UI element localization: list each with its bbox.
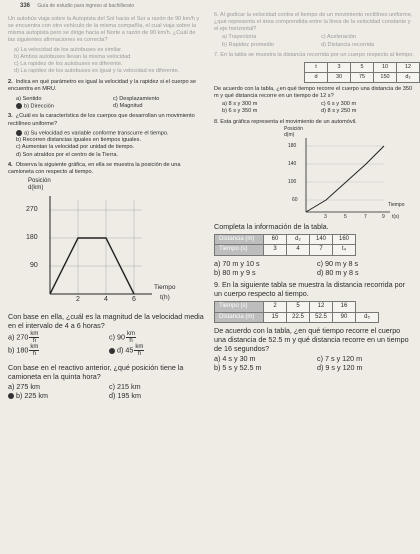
table-7 <box>304 62 420 83</box>
question-9: 9. En la siguiente tabla se muestra la distancia recorrida por un cuerpo respecto al tiempo. <box>214 280 405 299</box>
q9-option-a[interactable]: a) 4 s y 30 m <box>214 354 256 364</box>
graph-title: Posición <box>28 178 51 185</box>
graph-x-unit: t(h) <box>160 294 170 302</box>
q5-option-d[interactable]: d) 195 km <box>109 391 141 401</box>
question-7-text: De acuerdo con la tabla, ¿en qué tiempo recorre el cuerpo una distancia de 350 m y qué distancia recorre en un tiempo de 12 s? <box>214 86 413 100</box>
x-tick-2: 2 <box>76 296 80 304</box>
q4-option-b[interactable]: b) 180 $\frac{km}{h}$ <box>8 344 39 358</box>
q7-option-b[interactable]: b) 6 s y 350 m <box>222 108 258 115</box>
table-row: d 30 75 150 d₂ <box>305 72 420 82</box>
q3-option-c[interactable]: c) Aumentan la velocidad por unidad de tiempo. <box>16 144 135 151</box>
q2-option-b[interactable]: b) Dirección <box>16 103 107 111</box>
y-tick-180: 180 <box>26 234 38 242</box>
position-graph <box>22 178 204 308</box>
table-row: t 3 5 10 12 <box>305 62 420 72</box>
question-8: 8. Esta gráfica representa el movimiento de un automóvil. <box>214 118 357 125</box>
question-5: Con base en el reactivo anterior, ¿qué posición tiene la camioneta en la quinta hora? <box>8 363 184 382</box>
q1-option-c[interactable]: c) La rapidez de los autobuses es diferente. <box>14 60 123 67</box>
table-row: Distancia (m) 60 d₂ 140 160 <box>215 234 356 245</box>
q7-option-d[interactable]: d) 8 s y 250 m <box>321 108 357 115</box>
q2-option-d[interactable]: d) Magnitud <box>113 102 143 109</box>
table-row: Tiempo (s) 3 4 7 t₄ <box>215 245 356 256</box>
q5-option-a[interactable]: a) 275 km <box>8 382 40 392</box>
selected-mark-icon <box>16 103 22 109</box>
x8-tick-7: 7 <box>364 213 367 220</box>
q8-option-d[interactable]: d) 80 m y 8 s <box>317 268 359 278</box>
q1-option-d[interactable]: d) La rapidez de los autobuses es igual y la velocidad es diferente. <box>14 68 180 75</box>
selected-mark-icon <box>16 130 22 136</box>
y8-tick-140: 140 <box>288 160 297 167</box>
question-5-options <box>8 382 204 400</box>
question-6: 6. Al graficar la velocidad contra el tiempo de un movimiento rectilíneo uniforme, ¿qué representa el área comprendida entre la línea de la velocidad constante y el eje horizontal? <box>214 12 413 33</box>
y8-tick-180: 180 <box>288 142 297 149</box>
q2-option-c[interactable]: c) Desplazamiento <box>113 95 160 102</box>
table-9 <box>214 301 379 323</box>
q7-option-c[interactable]: c) 6 s y 300 m <box>321 101 357 108</box>
q5-option-c[interactable]: c) 215 km <box>109 382 141 392</box>
page-header-title: Guía de estudio para ingreso al bachillerato <box>37 3 135 9</box>
q2-option-a[interactable]: a) Sentido <box>16 95 42 102</box>
x-tick-6: 6 <box>132 296 136 304</box>
right-column <box>214 12 414 375</box>
question-4-options <box>8 331 204 357</box>
q6-option-a[interactable]: a) Trayectoria <box>222 34 257 41</box>
question-6-options <box>222 34 414 48</box>
question-3-options <box>16 130 204 159</box>
question-7: 7. En la tabla se muestra la distancia recorrida por un cuerpo respecto al tiempo. <box>214 51 414 58</box>
y-tick-270: 270 <box>26 206 38 214</box>
page-number: 336 <box>20 3 31 9</box>
y8-tick-100: 100 <box>288 178 297 185</box>
question-1-options <box>14 47 204 76</box>
question-2: 2. Indica en qué parámetro es igual la velocidad y la rapidez si el cuerpo se encuentra en MRU. <box>8 79 197 93</box>
graph8-x-label: Tiempo <box>388 201 405 208</box>
q9-option-c[interactable]: c) 7 s y 120 m <box>317 354 363 364</box>
question-8-text: Completa la información de la tabla. <box>214 221 329 231</box>
q4-option-a[interactable]: a) 270 $\frac{km}{h}$ <box>8 331 39 345</box>
question-9-options <box>214 354 414 372</box>
question-9-text: De acuerdo con la tabla, ¿en qué tiempo recorre el cuerpo una distancia de 52.5 m y qué distancia recorre en un tiempo de 16 segundos? <box>214 326 409 354</box>
q6-option-d[interactable]: d) Distancia recorrida <box>321 41 375 48</box>
graph8-y-unit: d(m) <box>284 131 295 138</box>
q4-option-d[interactable]: d) 45 $\frac{km}{h}$ <box>109 344 204 357</box>
motion-graph <box>284 126 414 222</box>
x8-tick-3: 3 <box>324 213 327 220</box>
question-7-options <box>222 101 414 115</box>
table-row: Tiempo (s) 2 5 12 16 <box>215 302 379 313</box>
graph8-y-label: Posición <box>284 125 303 132</box>
table-8 <box>214 234 356 256</box>
q8-option-a[interactable]: a) 70 m y 10 s <box>214 259 260 269</box>
q1-option-b[interactable]: b) Ambos autobuses llevan la misma velocidad. <box>14 53 132 60</box>
q6-option-b[interactable]: b) Rapidez promedio <box>222 41 274 48</box>
q3-option-d[interactable]: d) Son atraídos por el centro de la Tierra. <box>16 151 118 158</box>
q5-option-b[interactable]: b) 225 km <box>8 391 103 400</box>
q8-option-b[interactable]: b) 80 m y 9 s <box>214 268 256 278</box>
x8-tick-9: 9 <box>382 213 385 220</box>
q1-option-a[interactable]: a) La velocidad de los autobuses es similar. <box>14 46 123 53</box>
graph8-x-unit: t(s) <box>392 213 400 220</box>
motion-graph-plot <box>284 132 404 224</box>
x-tick-4: 4 <box>104 296 108 304</box>
y-tick-90: 90 <box>30 262 38 270</box>
table-row: Distancia (m) 15 22.5 52.5 90 d₅ <box>215 312 379 323</box>
question-4-text: Con base en ella, ¿cuál es la magnitud de la velocidad media en el intervalo de 4 a 6 horas? <box>8 312 204 331</box>
motion-line <box>306 146 384 212</box>
graph-y-label: d(km) <box>28 185 44 192</box>
q4-option-c[interactable]: c) 90 $\frac{km}{h}$ <box>109 331 135 345</box>
q9-option-b[interactable]: b) 5 s y 52.5 m <box>214 363 262 373</box>
selected-mark-icon <box>109 348 115 354</box>
q6-option-c[interactable]: c) Aceleración <box>321 34 357 41</box>
q7-option-a[interactable]: a) 8 s y 300 m <box>222 101 258 108</box>
question-1: Un autobús viaja sobre la Autopista del Sol hacia el Sur a razón de 90 km/h y se encuentra con otro vehículo de la misma compañía, el cual viaja sobre la misma autopista pero se dirige hacia el Norte a razón de 90 km/h. ¿Cuál de las siguientes afirmaciones es correcta? <box>8 16 200 44</box>
y8-tick-60: 60 <box>292 196 298 203</box>
q8-option-c[interactable]: c) 90 m y 8 s <box>317 259 359 269</box>
x8-tick-5: 5 <box>344 213 347 220</box>
question-4: 4. Observa la siguiente gráfica, en ella se muestra la posición de una camioneta con respecto al tiempo. <box>8 161 181 175</box>
page-header <box>20 3 134 9</box>
q3-option-b[interactable]: b) Recorren distancias iguales en tiempos iguales. <box>16 137 141 144</box>
left-column <box>8 14 204 403</box>
question-2-options <box>16 96 204 111</box>
question-3: 3. ¿Cuál es la característica de los cuerpos que desarrollan un movimiento rectilíneo uniforme? <box>8 113 195 127</box>
graph-x-label: Tiempo <box>154 284 176 292</box>
question-8-options <box>214 259 414 277</box>
selected-mark-icon <box>8 393 14 399</box>
q9-option-d[interactable]: d) 9 s y 120 m <box>317 363 363 373</box>
q3-option-a[interactable]: a) Su velocidad es variable conforme transcurre el tiempo. <box>16 130 204 138</box>
